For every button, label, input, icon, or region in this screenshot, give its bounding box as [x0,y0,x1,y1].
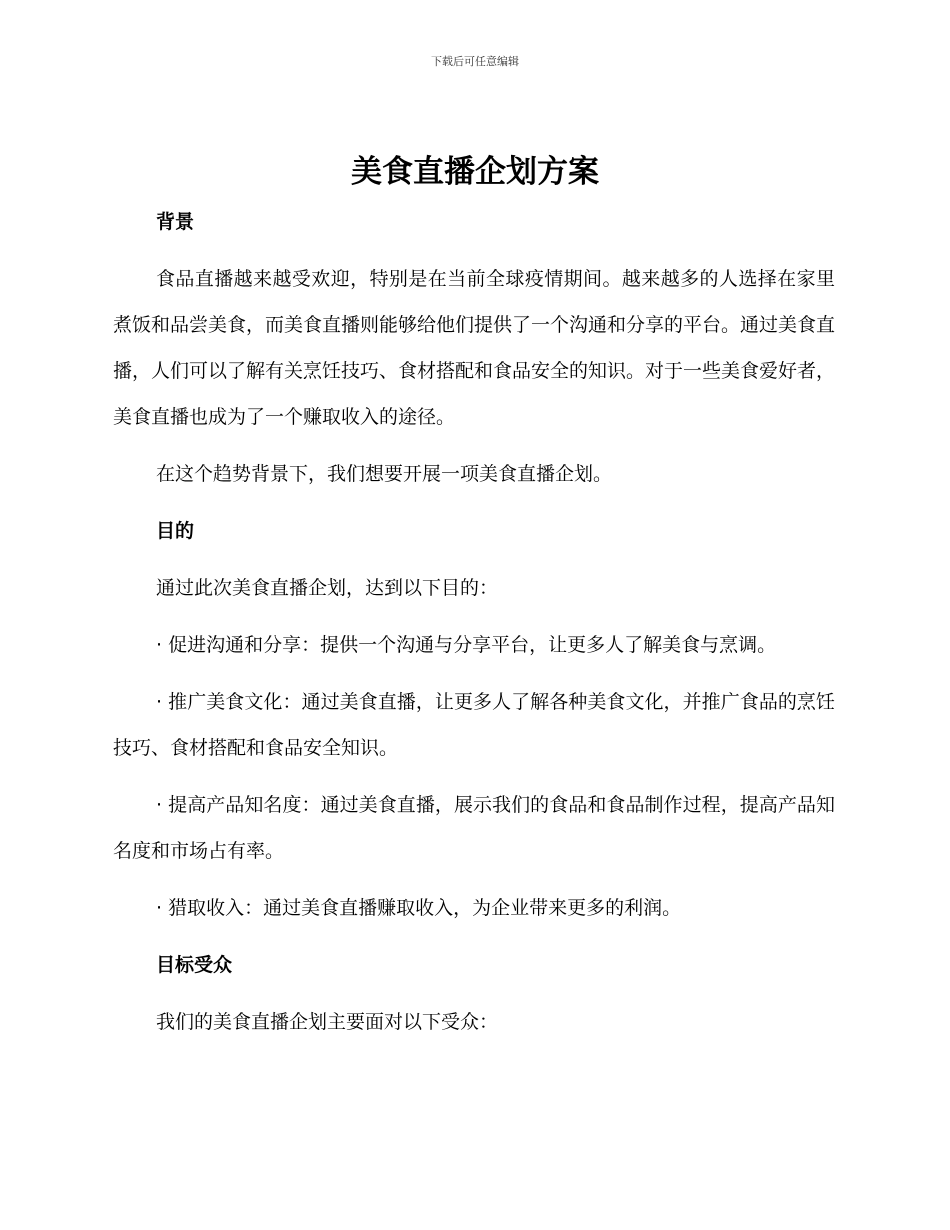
document-title: 美食直播企划方案 [351,154,599,190]
header-note: 下载后可任意编辑 [431,55,519,68]
purpose-item-communication: · 促进沟通和分享：提供一个沟通与分享平台，让更多人了解美食与烹调。 [156,634,777,656]
document-body [113,199,835,1056]
purpose-item-culture: · 推广美食文化：通过美食直播，让更多人了解各种美食文化，并推广食品的烹饪技巧、食材搭配和食品安全知识。 [113,691,835,759]
background-paragraph-1: 食品直播越来越受欢迎，特别是在当前全球疫情期间。越来越多的人选择在家里煮饭和品尝美食，而美食直播则能够给他们提供了一个沟通和分享的平台。通过美食直播，人们可以了解有关烹饪技巧、食材搭配和食品安全的知识。对于一些美食爱好者，美食直播也成为了一个赚取收入的途径。 [113,268,836,428]
section-heading-background: 背景 [156,211,195,233]
section-heading-audience: 目标受众 [156,954,233,976]
background-paragraph-2: 在这个趋势背景下，我们想要开展一项美食直播企划。 [156,463,613,485]
purpose-item-income: · 猎取收入：通过美食直播赚取收入，为企业带来更多的利润。 [156,897,682,919]
section-heading-purpose: 目的 [156,520,195,542]
audience-intro: 我们的美食直播企划主要面对以下受众： [156,1011,499,1033]
purpose-intro: 通过此次美食直播企划，达到以下目的： [156,577,499,599]
purpose-item-awareness: · 提高产品知名度：通过美食直播，展示我们的食品和食品制作过程，提高产品知名度和市场占有率。 [113,794,835,862]
